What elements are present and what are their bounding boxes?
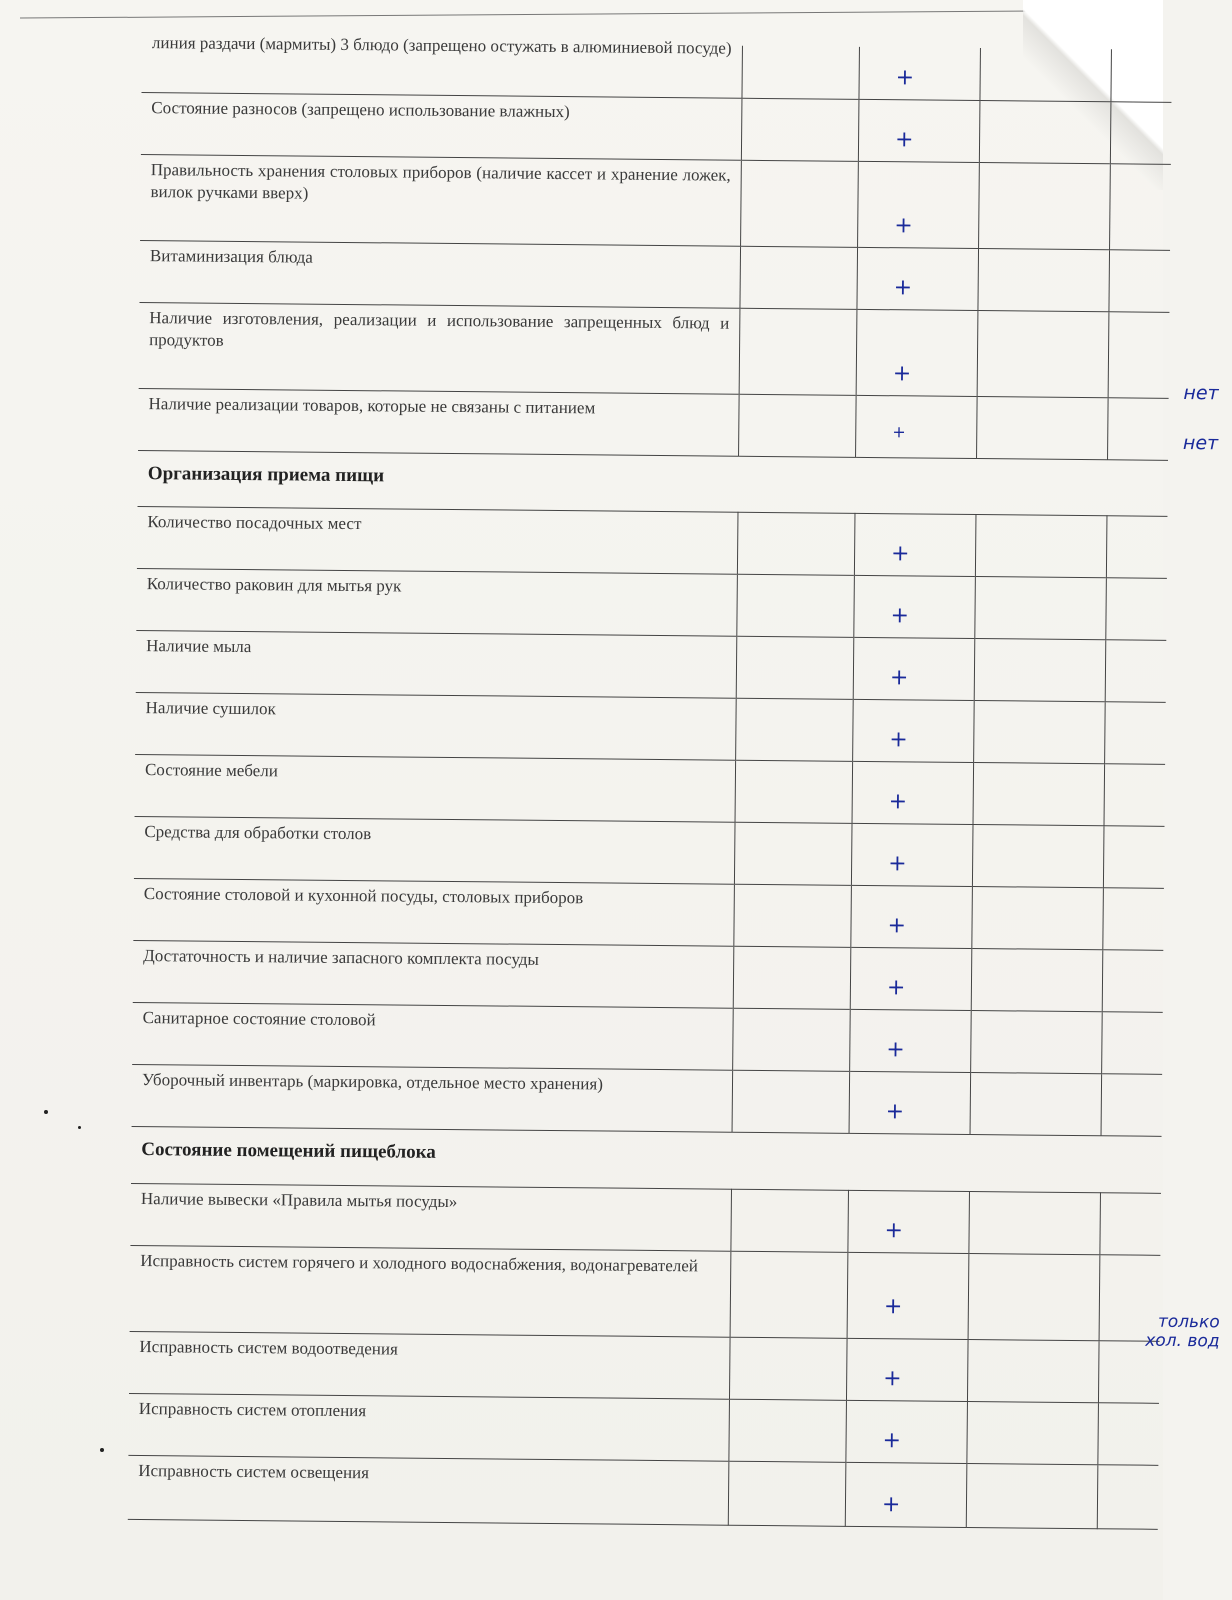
- row-text: Количество раковин для мытья рук: [146, 574, 402, 596]
- checklist-sheet: [128, 33, 1220, 1529]
- plus-mark: +: [888, 851, 907, 877]
- plus-mark: +: [889, 727, 908, 753]
- table-row: [132, 1065, 1163, 1137]
- plus-mark: +: [884, 1218, 904, 1244]
- table-row: [133, 941, 1164, 1013]
- plus-mark: +: [893, 275, 913, 301]
- row-text: Витаминизация блюда: [149, 245, 313, 267]
- plus-mark: +: [890, 541, 910, 567]
- speck: [100, 1448, 104, 1452]
- table-row: [138, 388, 1169, 460]
- scan-top-line: [20, 10, 1040, 18]
- plus-mark: +: [895, 65, 915, 91]
- row-text: Исправность систем освещения: [138, 1460, 370, 1483]
- plus-mark: +: [888, 789, 908, 815]
- table-row: [130, 1245, 1161, 1341]
- table-row: [132, 1003, 1163, 1075]
- row-text: линия раздачи (мармиты) 3 блюдо (запрещено остужать в алюминиевой посуде): [151, 33, 732, 58]
- speck: [78, 1126, 81, 1129]
- table-row: [139, 302, 1170, 398]
- plus-mark: +: [883, 1366, 902, 1392]
- table-row: [140, 154, 1171, 250]
- section-header: [131, 1127, 1161, 1194]
- table-row: [129, 1331, 1160, 1403]
- section-header: [138, 450, 1168, 517]
- plus-mark: +: [892, 422, 906, 442]
- table-row: [141, 92, 1172, 164]
- table-row: [135, 693, 1166, 765]
- table-row: [136, 569, 1167, 641]
- plus-mark: +: [885, 1099, 905, 1125]
- table-row: [128, 1455, 1159, 1529]
- row-text: Исправность систем отопления: [138, 1398, 367, 1420]
- plus-mark: +: [886, 975, 906, 1001]
- plus-mark: +: [882, 1428, 902, 1454]
- handwritten-note: нет: [1183, 381, 1219, 404]
- table-row: [130, 1183, 1161, 1255]
- row-text: Наличие вывески «Правила мытья посуды»: [140, 1188, 458, 1211]
- table-row: [135, 755, 1166, 827]
- table-row: [136, 631, 1167, 703]
- table-row: [137, 507, 1168, 579]
- section-title: Организация приема пищи: [138, 450, 1168, 517]
- row-text: Средства для обработки столов: [144, 822, 372, 844]
- row-text: Санитарное состояние столовой: [142, 1008, 376, 1030]
- row-text: Исправность систем водоотведения: [139, 1336, 398, 1359]
- row-text: Исправность систем горячего и холодного водоснабжения, водонагревателей: [140, 1250, 699, 1276]
- row-text: Наличие мыла: [146, 636, 252, 657]
- row-text: Количество посадочных мест: [147, 512, 362, 534]
- checklist-table: [128, 33, 1220, 1530]
- plus-mark: +: [892, 361, 912, 387]
- table-row: [134, 817, 1165, 889]
- table-row: [128, 1393, 1159, 1465]
- plus-mark: +: [894, 127, 914, 153]
- table-row: [139, 240, 1170, 312]
- section-title: Состояние помещений пищеблока: [131, 1127, 1161, 1194]
- row-text: Состояние мебели: [144, 760, 278, 781]
- plus-mark: +: [883, 1294, 903, 1320]
- speck: [44, 1110, 48, 1114]
- row-text: Наличие изготовления, реализации и использование запрещенных блюд и продуктов: [149, 307, 730, 351]
- row-text: Наличие сушилок: [145, 698, 276, 719]
- handwritten-note: нет: [1182, 431, 1219, 454]
- row-text: Уборочный инвентарь (маркировка, отдельное место хранения): [141, 1070, 604, 1094]
- plus-mark: +: [890, 603, 910, 629]
- plus-mark: +: [881, 1492, 901, 1518]
- row-text: Состояние столовой и кухонной посуды, столовых приборов: [143, 884, 584, 908]
- row-text: Состояние разносов (запрещено использование влажных): [151, 97, 570, 121]
- plus-mark: +: [894, 213, 913, 239]
- handwritten-note: только хол. вод: [1145, 1312, 1220, 1352]
- row-text: Правильность хранения столовых приборов (наличие кассет и хранение ложек, вилок ручками вверх): [150, 159, 731, 204]
- table-row: [133, 879, 1164, 951]
- row-text: Достаточность и наличие запасного комплекта посуды: [143, 946, 539, 969]
- row-text: Наличие реализации товаров, которые не связаны с питанием: [148, 393, 596, 417]
- plus-mark: +: [887, 913, 907, 939]
- plus-mark: +: [889, 665, 909, 691]
- plus-mark: +: [886, 1037, 905, 1063]
